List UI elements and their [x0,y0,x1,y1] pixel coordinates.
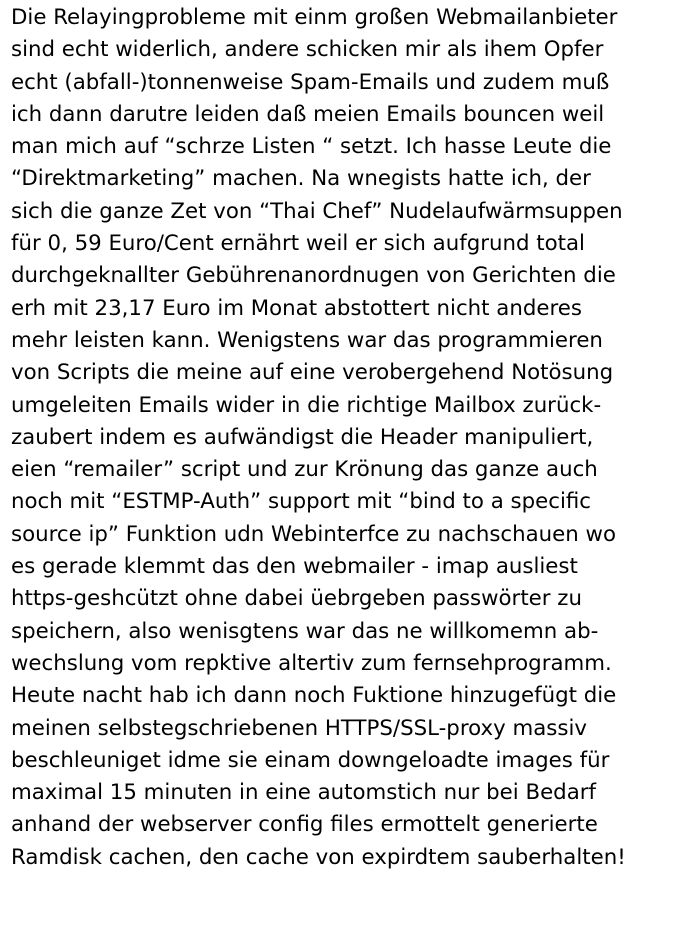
text-line: umgeleiten Emails wider in die richtige Mailbox zurück- [11,392,602,418]
text-line: sich die ganze Zet von “Thai Chef” Nudelaufwärmsuppen [11,198,623,224]
text-line: wechslung vom repktive altertiv zum fernsehprogramm. [11,650,612,676]
text-line: sind echt widerlich, andere schicken mir als ihem Opfer [11,37,604,63]
text-line: https-geshcützt ohne dabei üebrgeben passwörter zu [11,586,582,612]
text-line: ich dann darutre leiden daß meien Emails bouncen weil [11,101,605,127]
text-line: beschleuniget idme sie einam downgeloadte images für [11,747,610,773]
text-line: anhand der webserver config files ermottelt generierte [11,812,598,838]
text-line: erh mit 23,17 Euro im Monat abstottert nicht anderes [11,295,582,321]
body-text [11,2,681,874]
text-line: für 0, 59 Euro/Cent ernährt weil er sich aufgrund total [11,231,585,257]
text-line: speichern, also wenisgtens war das ne willkomemn ab- [11,618,599,644]
text-line: Ramdisk cachen, den cache von expirdtem sauberhalten! [11,844,626,870]
text-line: von Scripts die meine auf eine verobergehend Notösung [11,360,614,386]
text-line: “Direktmarketing” machen. Na wnegists hatte ich, der [11,166,591,192]
text-line: es gerade klemmt das den webmailer - imap ausliest [11,554,578,580]
text-line: eien “remailer” script und zur Krönung das ganze auch [11,457,598,483]
text-line: man mich auf “schrze Listen “ setzt. Ich hasse Leute die [11,134,612,160]
text-line: meinen selbstegschriebenen HTTPS/SSL-proxy massiv [11,715,587,741]
text-line: zaubert indem es aufwändigst die Header manipuliert, [11,424,594,450]
text-line: Heute nacht hab ich dann noch Fuktione hinzugefügt die [11,683,617,709]
text-line: Die Relayingprobleme mit einm großen Webmailanbieter [11,5,618,30]
text-line: source ip” Funktion udn Webinterfce zu nachschauen wo [11,521,616,547]
text-line: echt (abfall-)tonnenweise Spam-Emails und zudem muß [11,69,610,95]
text-line: durchgeknallter Gebührenanordnugen von Gerichten die [11,263,616,289]
text-line: maximal 15 minuten in eine automstich nur bei Bedarf [11,780,596,806]
text-line: noch mit “ESTMP-Auth” support mit “bind to a specific [11,489,591,515]
text-line: mehr leisten kann. Wenigstens war das programmieren [11,327,603,353]
